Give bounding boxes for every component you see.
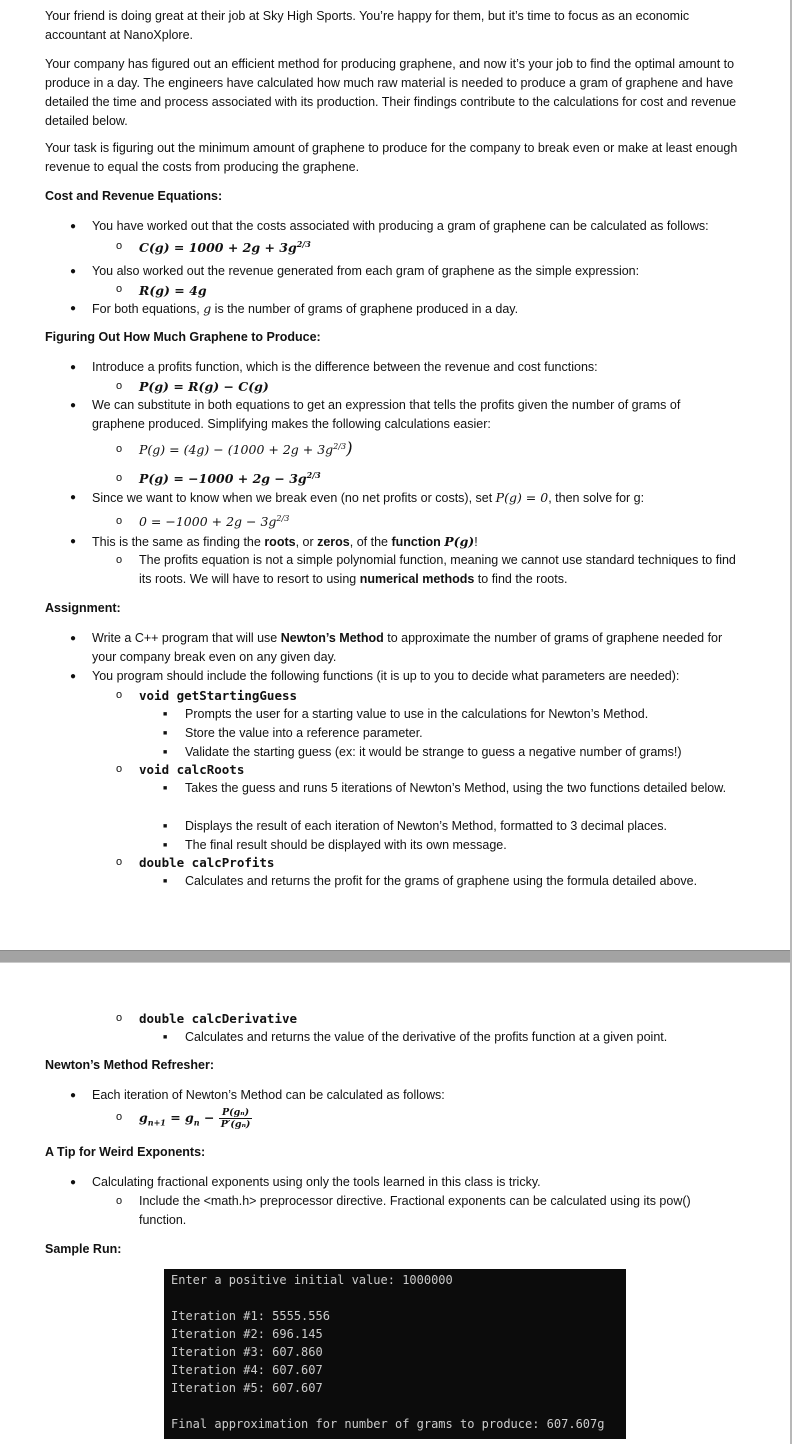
bullet-icon: ●: [70, 492, 77, 503]
function-calc-profits: double calcProfits: [139, 855, 275, 870]
fn2-detail-2: Displays the result of each iteration of Newton’s Method, formatted to 3 decimal places.: [185, 819, 667, 833]
variable-definition-item: For both equations, g is the number of grams of graphene produced in a day.: [92, 301, 519, 316]
circle-bullet-icon: o: [116, 283, 123, 295]
terminal-iteration-line: Iteration #4: 607.607: [171, 1363, 323, 1377]
circle-bullet-icon: o: [116, 856, 123, 868]
newton-heading: Newton’s Method Refresher:: [45, 1058, 215, 1072]
fn4-detail-1: Calculates and returns the value of the derivative of the profits function at a given point.: [185, 1030, 668, 1044]
circle-bullet-icon: o: [116, 1195, 123, 1207]
bullet-icon: ●: [70, 266, 77, 277]
profit-equation: P(g) = R(g) − C(g): [139, 379, 269, 394]
square-bullet-icon: ■: [163, 1034, 168, 1041]
square-bullet-icon: ■: [163, 711, 168, 718]
bullet-icon: ●: [70, 221, 77, 232]
bullet-icon: ●: [70, 1177, 77, 1188]
revenue-equation: R(g) = 4g: [139, 283, 207, 298]
revenue-item: You also worked out the revenue generated from each gram of graphene as the simple expression:: [92, 264, 640, 278]
bullet-icon: ●: [70, 303, 77, 314]
circle-bullet-icon: o: [116, 554, 123, 566]
terminal-prompt-line: Enter a positive initial value: 1000000: [171, 1273, 453, 1287]
circle-bullet-icon: o: [116, 1012, 123, 1024]
roots-item: This is the same as finding the roots, or zeros, of the function P(g)!: [92, 534, 478, 549]
numerical-methods-item: The profits equation is not a simple polynomial function, meaning we cannot use standard techniques to find its roots. We will have to resort to using numerical methods to find the roots.: [139, 553, 736, 586]
bullet-icon: ●: [70, 1090, 77, 1101]
square-bullet-icon: ■: [163, 823, 168, 830]
fn2-detail-3: The final result should be displayed with its own message.: [185, 838, 507, 852]
fn1-detail-1: Prompts the user for a starting value to use in the calculations for Newton’s Method.: [185, 707, 649, 721]
document-page-2: [0, 963, 792, 1444]
terminal-iteration-line: Iteration #1: 5555.556: [171, 1309, 330, 1323]
zero-equation: $0 = -1000 + 2g - 3g^{2/3}$: [139, 513, 290, 529]
intro-paragraph-1: Your friend is doing great at their job at Sky High Sports. You’re happy for them, but it’s time to focus as an economic accountant at NanoXplore.: [45, 9, 690, 42]
circle-bullet-icon: o: [116, 1111, 123, 1123]
circle-bullet-icon: o: [116, 472, 123, 484]
substituted-equation: $P(g) = (4g) - (1000 + 2g + 3g^{2/3})$: [139, 439, 353, 459]
break-even-item: Since we want to know when we break even (no net profits or costs), set P(g) = 0, then solve for g:: [92, 490, 645, 505]
newton-fraction: $\frac{\text{P(gₙ)}}{\text{P′(gₙ)}}$: [220, 1107, 251, 1130]
function-calc-roots: void calcRoots: [139, 762, 245, 777]
circle-bullet-icon: o: [116, 515, 123, 527]
profit-intro-item: Introduce a profits function, which is the difference between the revenue and cost functions:: [92, 360, 598, 374]
cost-equation: $C(g) = 1000 + 2g + 3g^{2/3}$: [139, 238, 311, 255]
cost-revenue-heading: Cost and Revenue Equations:: [45, 189, 223, 203]
tip-subitem: Include the <math.h> preprocessor directive. Fractional exponents can be calculated using its pow() function.: [139, 1194, 691, 1227]
assignment-item-2: You program should include the following functions (it is up to you to decide what parameters are needed):: [92, 669, 680, 683]
square-bullet-icon: ■: [163, 842, 168, 849]
tip-heading: A Tip for Weird Exponents:: [45, 1145, 206, 1159]
newton-formula: $g_{n+1} = g_n$ − $\frac{\text{P(gₙ)}}{\text{P′(gₙ)}}$: [139, 1107, 251, 1130]
circle-bullet-icon: o: [116, 763, 123, 775]
circle-bullet-icon: o: [116, 240, 123, 252]
bullet-icon: ●: [70, 536, 77, 547]
circle-bullet-icon: o: [116, 689, 123, 701]
sample-run-heading: Sample Run:: [45, 1242, 122, 1256]
assignment-item-1: Write a C++ program that will use Newton’s Method to approximate the number of grams of graphene needed for your company break even on any given day.: [92, 631, 723, 664]
function-get-starting-guess: void getStartingGuess: [139, 688, 298, 703]
bullet-icon: ●: [70, 633, 77, 644]
fn2-detail-1: Takes the guess and runs 5 iterations of Newton’s Method, using the two functions detailed below.: [185, 781, 727, 795]
fn1-detail-3: Validate the starting guess (ex: it would be strange to guess a negative number of grams!): [185, 745, 682, 759]
fn3-detail-1: Calculates and returns the profit for the grams of graphene using the formula detailed above.: [185, 874, 698, 888]
newton-item: Each iteration of Newton’s Method can be calculated as follows:: [92, 1088, 445, 1102]
terminal-final-line: Final approximation for number of grams to produce: 607.607g: [171, 1417, 605, 1431]
square-bullet-icon: ■: [163, 878, 168, 885]
figuring-heading: Figuring Out How Much Graphene to Produce:: [45, 330, 321, 344]
function-calc-derivative: double calcDerivative: [139, 1011, 298, 1026]
bullet-icon: ●: [70, 362, 77, 373]
simplified-equation: $P(g) = -1000 + 2g - 3g^{2/3}$: [139, 469, 321, 486]
assignment-heading: Assignment:: [45, 601, 121, 615]
tip-item: Calculating fractional exponents using only the tools learned in this class is tricky.: [92, 1175, 541, 1189]
circle-bullet-icon: o: [116, 443, 123, 455]
square-bullet-icon: ■: [163, 749, 168, 756]
bullet-icon: ●: [70, 671, 77, 682]
terminal-iteration-line: Iteration #2: 696.145: [171, 1327, 323, 1341]
terminal-output: [164, 1269, 626, 1439]
substitution-item: We can substitute in both equations to get an expression that tells the profits given the number of grams of graphene produced. Simplifying makes the following calculations easier:: [92, 398, 681, 431]
terminal-iteration-line: Iteration #3: 607.860: [171, 1345, 323, 1359]
square-bullet-icon: ■: [163, 730, 168, 737]
intro-paragraph-3: Your task is figuring out the minimum amount of graphene to produce for the company to break even or make at least enough revenue to equal the costs from producing the graphene.: [45, 141, 738, 174]
square-bullet-icon: ■: [163, 785, 168, 792]
circle-bullet-icon: o: [116, 380, 123, 392]
page-separator: [0, 950, 792, 963]
intro-paragraph-2: Your company has figured out an efficient method for producing graphene, and now it’s your job to find the optimal amount to produce in a day. The engineers have calculated how much raw material is needed to produce a gram of graphene and have detailed the time and process associated with its production. Their findings contribute to the calculations for cost and revenue detailed below.: [45, 57, 737, 128]
terminal-iteration-line: Iteration #5: 607.607: [171, 1381, 323, 1395]
cost-item: You have worked out that the costs associated with producing a gram of graphene can be calculated as follows:: [92, 219, 709, 233]
fn1-detail-2: Store the value into a reference parameter.: [185, 726, 423, 740]
bullet-icon: ●: [70, 400, 77, 411]
